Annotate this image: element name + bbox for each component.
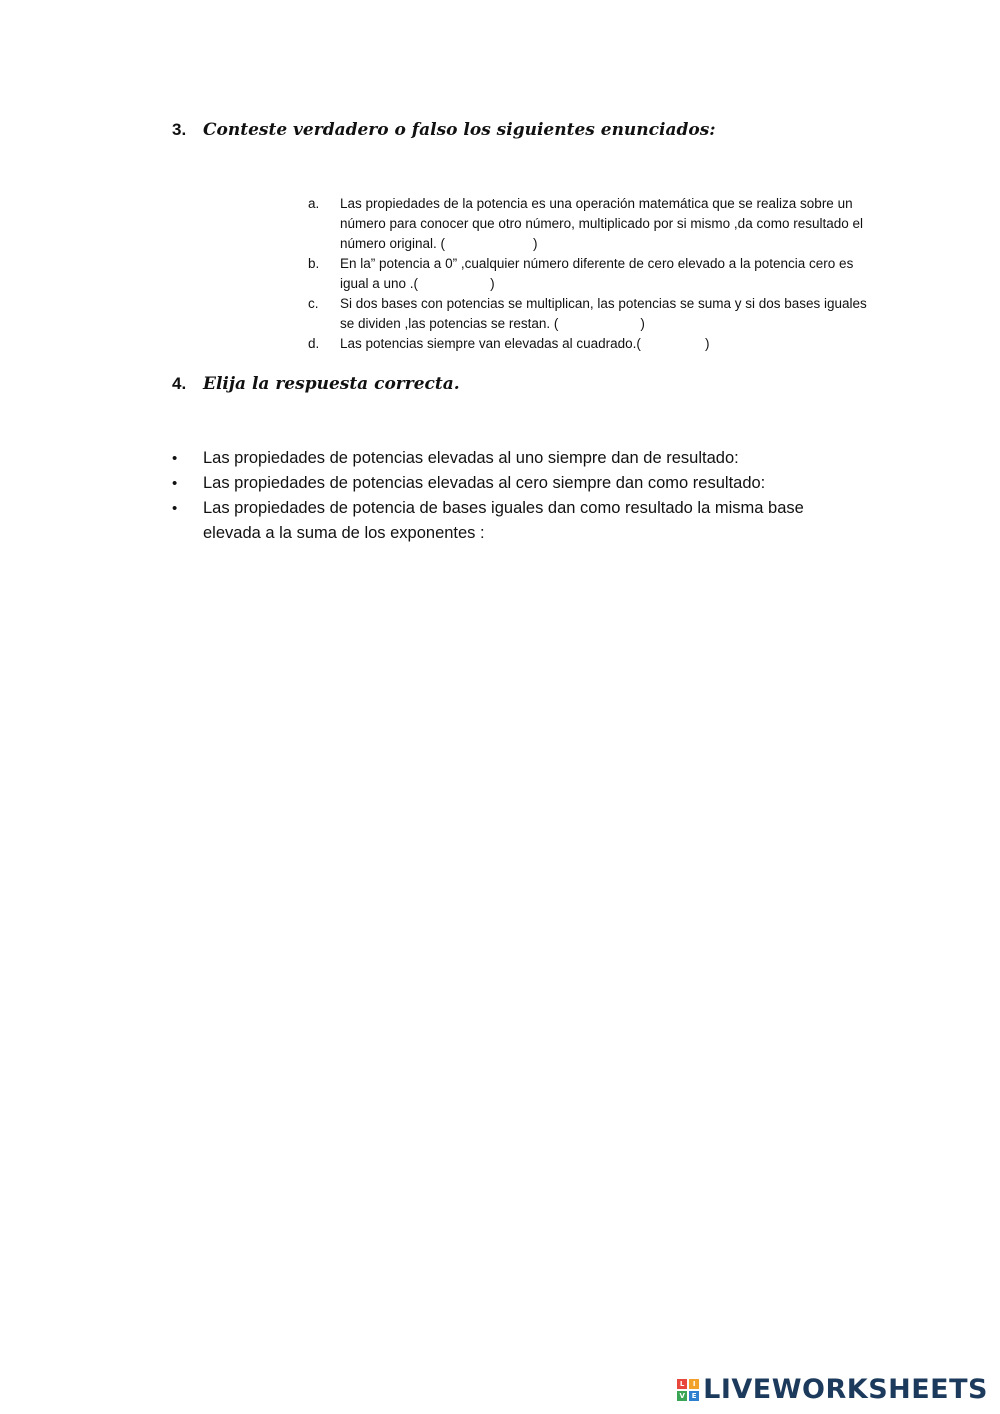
logo-tile: V	[677, 1391, 687, 1401]
bullet-icon: •	[172, 475, 178, 492]
bullet-icon: •	[172, 500, 178, 517]
item-text: Las potencias siempre van elevadas al cuadrado.( )	[340, 336, 710, 351]
brand-name: LIVEWORKSHEETS	[703, 1374, 988, 1405]
section-3-number: 3.	[172, 120, 187, 139]
section-3-title: Conteste verdadero o falso los siguientes enunciados:	[203, 120, 716, 140]
item-text: Las propiedades de potencia de bases iguales dan como resultado la misma base elevada a la suma de los exponentes :	[203, 499, 804, 542]
item-marker: b.	[308, 256, 320, 271]
multiple-choice-list	[172, 446, 832, 546]
item-text: Las propiedades de la potencia es una operación matemática que se realiza sobre un número para conocer que otro número, multiplicado por si mismo ,da como resultado el número original. ( )	[340, 196, 864, 251]
item-marker: a.	[308, 196, 320, 211]
list-item	[308, 254, 868, 294]
list-item	[172, 471, 832, 496]
list-item	[308, 294, 868, 334]
section-4-number: 4.	[172, 374, 187, 393]
section-3-heading	[172, 120, 716, 140]
section-4-heading	[172, 374, 460, 394]
liveworksheets-logo	[677, 1374, 988, 1405]
item-text: Si dos bases con potencias se multiplican, las potencias se suma y si dos bases iguales se dividen ,las potencias se restan. ( )	[340, 296, 867, 331]
item-text: En la” potencia a 0” ,cualquier número diferente de cero elevado a la potencia cero es igual a uno .( )	[340, 256, 854, 291]
item-text: Las propiedades de potencias elevadas al uno siempre dan de resultado:	[203, 449, 739, 467]
list-item	[172, 496, 832, 546]
list-item	[308, 194, 868, 254]
item-marker: c.	[308, 296, 319, 311]
list-item	[172, 446, 832, 471]
logo-icon	[677, 1379, 699, 1401]
logo-tile: E	[689, 1391, 699, 1401]
item-text: Las propiedades de potencias elevadas al cero siempre dan como resultado:	[203, 474, 766, 492]
item-marker: d.	[308, 336, 320, 351]
section-4-title: Elija la respuesta correcta.	[203, 374, 460, 394]
logo-tile: I	[689, 1379, 699, 1389]
true-false-list	[308, 194, 868, 354]
bullet-icon: •	[172, 450, 178, 467]
list-item	[308, 334, 868, 354]
logo-tile: L	[677, 1379, 687, 1389]
